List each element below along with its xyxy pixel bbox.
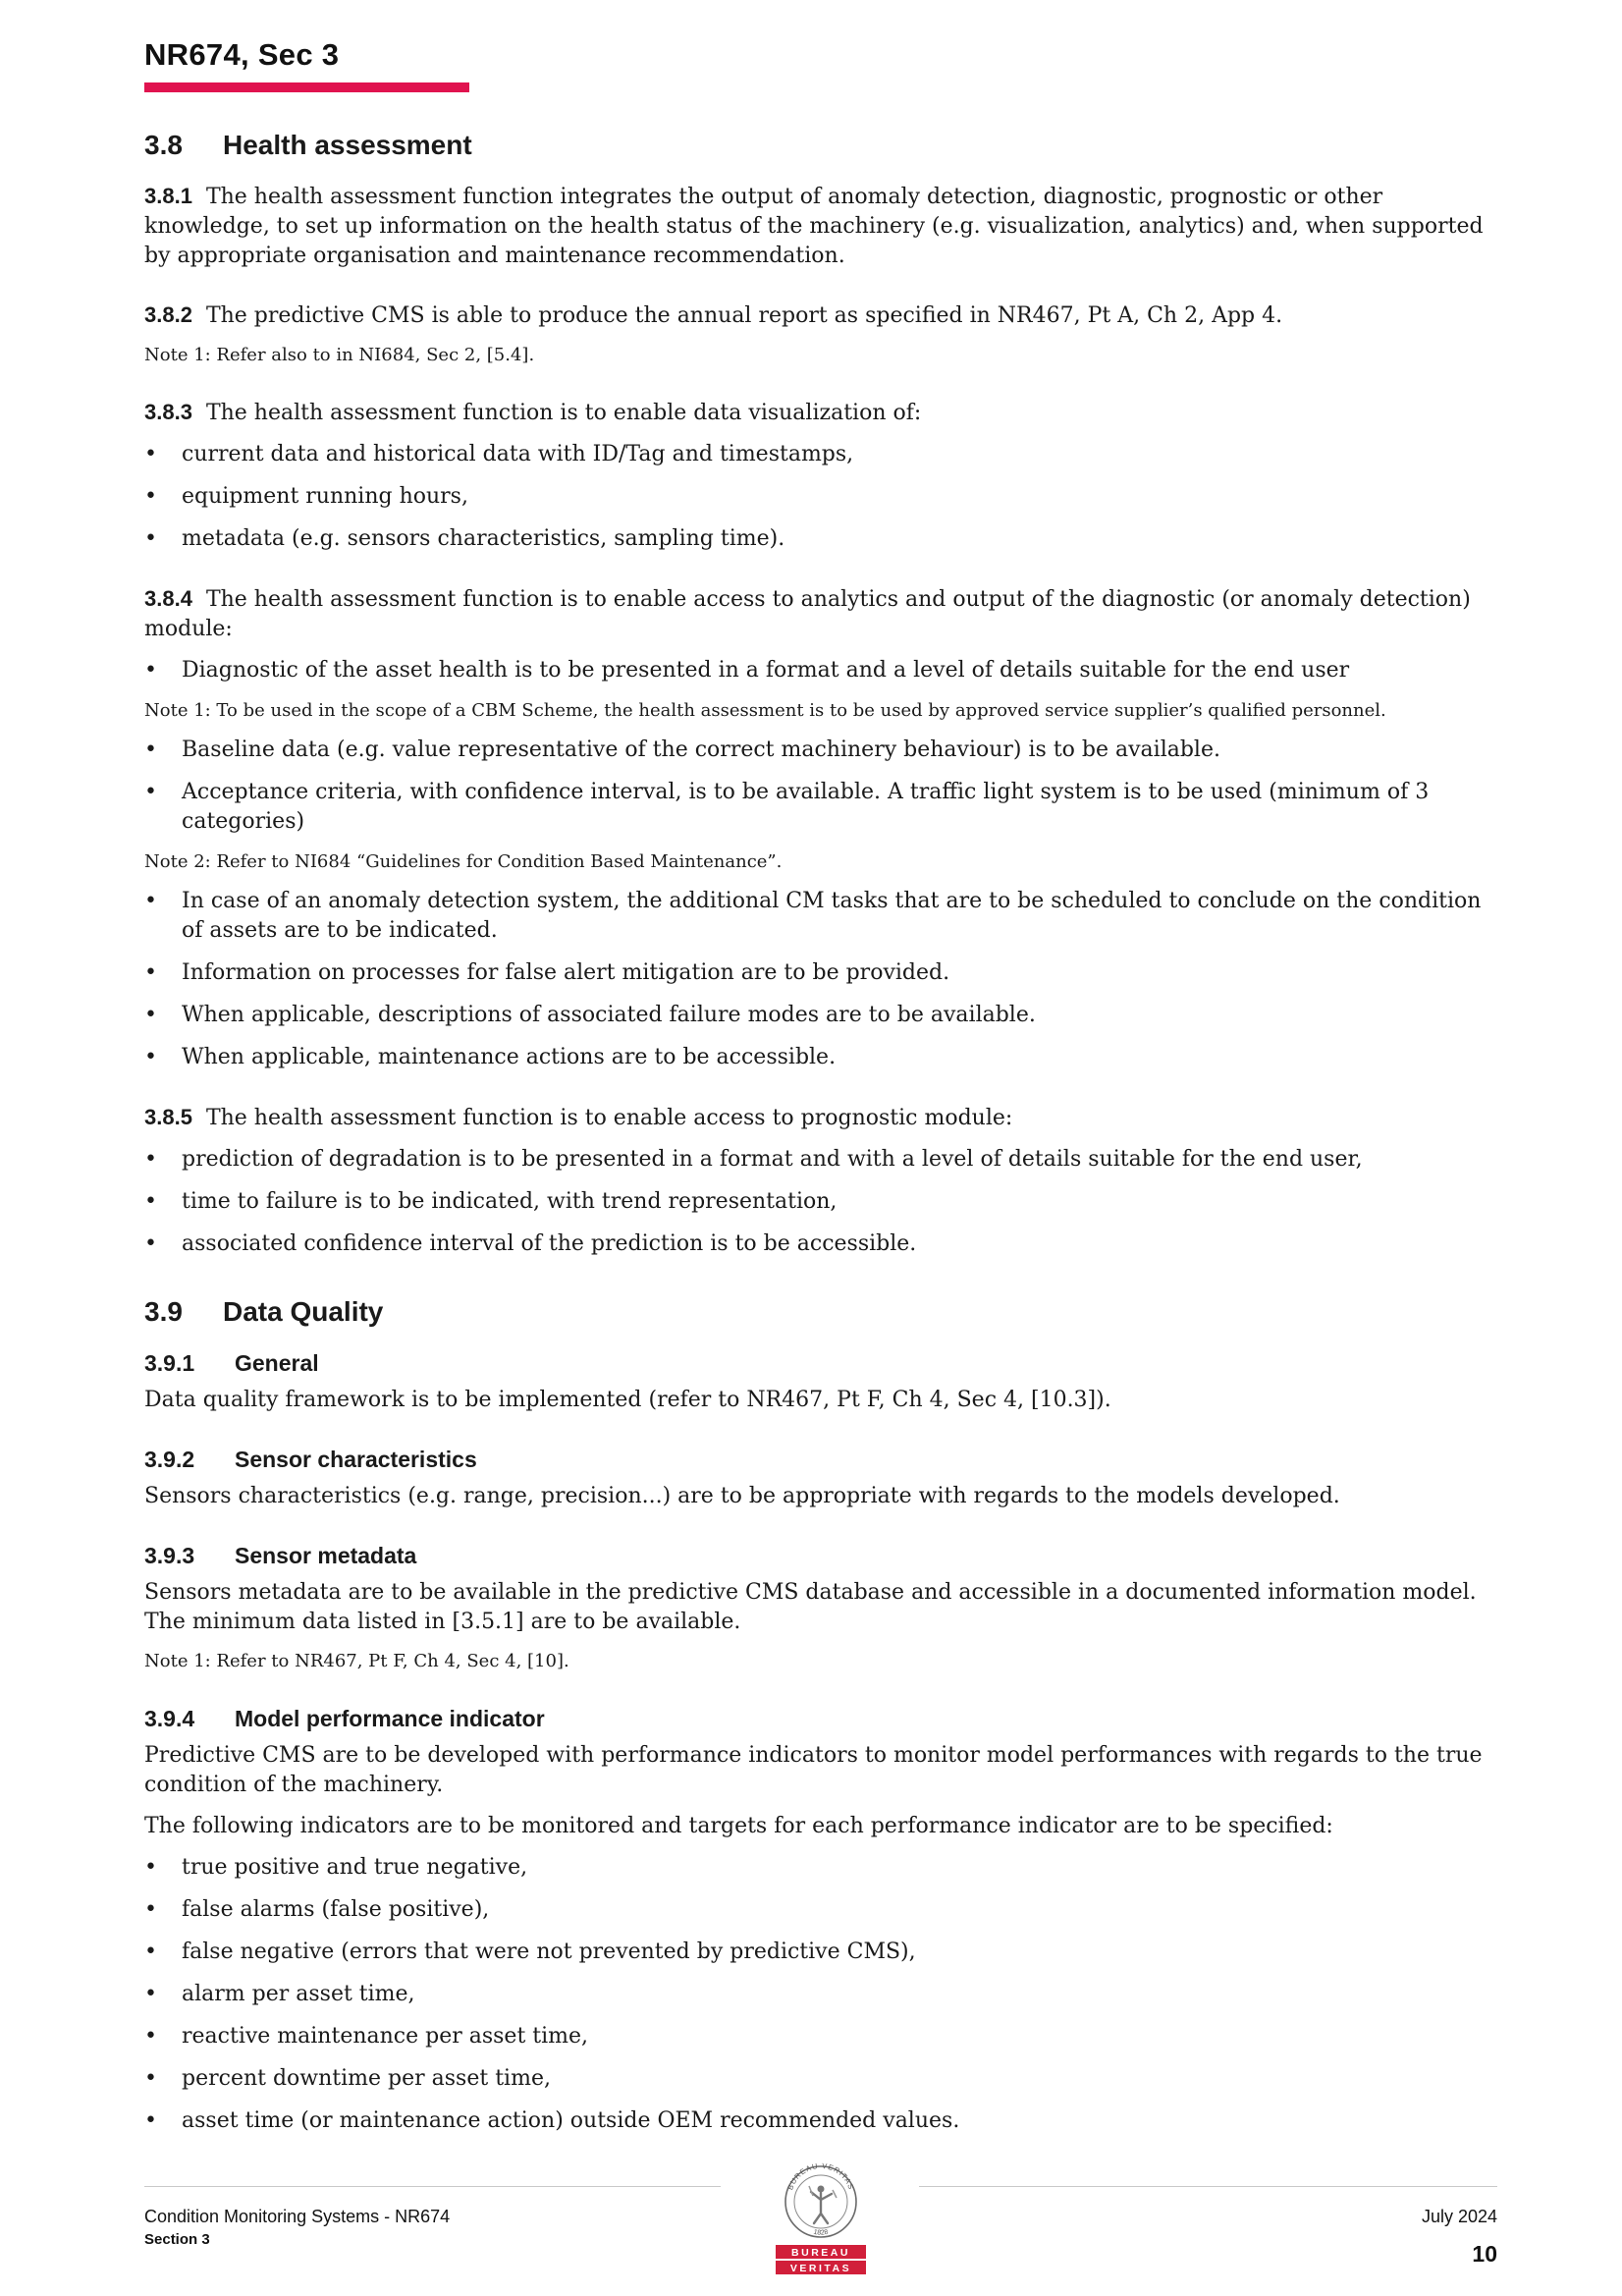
bullet-icon: • [144,1045,157,1069]
bullet-icon: • [144,1897,157,1922]
subsection-3-9-2-heading: 3.9.2 Sensor characteristics [144,1447,477,1472]
list-item: • alarm per asset time, [144,1980,1497,2009]
bullet-icon: • [144,1982,157,2006]
footer-divider-left [144,2186,721,2187]
bullet-icon: • [144,960,157,985]
section-title: Data Quality [223,1296,384,1327]
paragraph-number: 3.8.3 [144,400,192,424]
list-item: • When applicable, descriptions of associated failure modes are to be available. [144,1001,1497,1030]
paragraph-text: Sensors characteristics (e.g. range, precision...) are to be appropriate with regards to the models developed. [144,1484,1340,1508]
footer-doc-title: Condition Monitoring Systems - NR674 [144,2207,451,2226]
list-item: • When applicable, maintenance actions are to be accessible. [144,1043,1497,1072]
bullet-icon: • [144,889,157,913]
footer-right [1422,2207,1497,2268]
page-number: 10 [1472,2241,1497,2267]
list-item: • In case of an anomaly detection system, the additional CM tasks that are to be scheduled to conclude on the condition of assets are to be indicated. [144,887,1497,946]
list-item: • metadata (e.g. sensors characteristics, sampling time). [144,524,1497,554]
list-item: • current data and historical data with ID/Tag and timestamps, [144,440,1497,469]
list-item: • false negative (errors that were not prevented by predictive CMS), [144,1938,1497,1967]
note: Note 2: Refer to NI684 “Guidelines for Condition Based Maintenance”. [144,851,783,872]
paragraph-3-8-2 [144,301,1497,331]
note: Note 1: Refer also to in NI684, Sec 2, [5.4]. [144,345,535,365]
section-number: 3.9 [144,1296,183,1327]
logo-year: 1828 [812,2228,830,2237]
page-header-title: NR674, Sec 3 [144,37,340,72]
list-item: • false alarms (false positive), [144,1895,1497,1925]
paragraph-3-8-1 [144,182,1497,271]
bullet-icon: • [144,1855,157,1880]
subsection-3-9-3-heading: 3.9.3 Sensor metadata [144,1543,417,1568]
footer-date: July 2024 [1421,2207,1497,2226]
logo-arc-text: BUREAU VERITAS [785,2160,856,2192]
section-3-9-heading [144,1297,1497,1327]
bullet-icon: • [144,2108,157,2133]
bullet-icon: • [144,1231,157,1256]
paragraph-text: The health assessment function is to enable data visualization of: [205,401,922,425]
subsection-3-9-4-heading: 3.9.4 Model performance indicator [144,1706,545,1731]
list-item: • percent downtime per asset time, [144,2064,1497,2094]
bullet-icon: • [144,526,157,551]
bullet-icon: • [144,780,157,804]
bullet-icon: • [144,658,157,683]
paragraph-text: The following indicators are to be monitored and targets for each performance indicator are to be specified: [144,1814,1333,1838]
paragraph-number: 3.8.5 [144,1105,192,1129]
note: Note 1: Refer to NR467, Pt F, Ch 4, Sec 4, [10]. [144,1651,569,1671]
section-number: 3.8 [144,130,183,160]
footer-divider-right [919,2186,1497,2187]
paragraph-text: The health assessment function integrates the output of anomaly detection, diagnostic, prognostic or other knowledge, to set up information on the health status of the machinery (e.g. visualization, analytics) and, when supported by appropriate organisation and maintenance recommendation. [144,185,1484,268]
bureau-veritas-logo-icon [772,2157,870,2278]
svg-text:1828 [813,2229,829,2237]
note: Note 1: To be used in the scope of a CBM Scheme, the health assessment is to be used by approved service supplier’s qualified personnel. [144,700,1386,721]
paragraph-text: The predictive CMS is able to produce the annual report as specified in NR467, Pt A, Ch 2, App 4. [205,303,1283,328]
logo-line-1: BUREAU [791,2247,850,2259]
list-item: • associated confidence interval of the prediction is to be accessible. [144,1230,1497,1259]
paragraph-text: Predictive CMS are to be developed with performance indicators to monitor model performances with regards to the true condition of the machinery. [144,1743,1483,1797]
paragraph-text: The health assessment function is to enable access to prognostic module: [205,1106,1013,1130]
bullet-icon: • [144,1003,157,1027]
paragraph-number: 3.8.1 [144,184,192,208]
list-item: • Diagnostic of the asset health is to be presented in a format and a level of details suitable for the end user [144,656,1497,685]
list-item: • Acceptance criteria, with confidence interval, is to be available. A traffic light system is to be used (minimum of 3 categories) [144,778,1497,837]
bullet-icon: • [144,1147,157,1172]
section-title: Health assessment [223,130,472,160]
paragraph-text: Data quality framework is to be implemented (refer to NR467, Pt F, Ch 4, Sec 4, [10.3]). [144,1388,1111,1412]
bullet-icon: • [144,442,157,466]
paragraph-text: Sensors metadata are to be available in the predictive CMS database and accessible in a documented information model. The minimum data listed in [3.5.1] are to be available. [144,1580,1477,1634]
list-item: • true positive and true negative, [144,1853,1497,1883]
paragraph-3-8-3 [144,398,1497,428]
document-body [144,131,1497,2149]
bullet-icon: • [144,1189,157,1214]
section-3-8-heading [144,131,1497,160]
bullet-icon: • [144,2066,157,2091]
list-item: • Baseline data (e.g. value representative of the correct machinery behaviour) is to be available. [144,736,1497,765]
list-item: • prediction of degradation is to be presented in a format and with a level of details suitable for the end user, [144,1145,1497,1175]
paragraph-3-8-5 [144,1103,1497,1133]
footer-left [144,2207,450,2248]
list-item: • asset time (or maintenance action) outside OEM recommended values. [144,2106,1497,2136]
paragraph-text: The health assessment function is to enable access to analytics and output of the diagnostic (or anomaly detection) module: [144,587,1471,641]
list-item: • Information on processes for false alert mitigation are to be provided. [144,958,1497,988]
paragraph-number: 3.8.2 [144,302,192,327]
list-item: • reactive maintenance per asset time, [144,2022,1497,2051]
bullet-icon: • [144,1940,157,1964]
logo-line-2: VERITAS [789,2263,852,2274]
list-item: • time to failure is to be indicated, with trend representation, [144,1187,1497,1217]
bullet-icon: • [144,738,157,762]
subsection-3-9-1-heading: 3.9.1 General [144,1350,319,1376]
footer-section: Section 3 [144,2231,210,2248]
header-accent-bar [144,82,469,92]
list-item: • equipment running hours, [144,482,1497,512]
bullet-icon: • [144,484,157,509]
paragraph-3-8-4 [144,584,1497,644]
paragraph-number: 3.8.4 [144,586,192,611]
bullet-icon: • [144,2024,157,2049]
